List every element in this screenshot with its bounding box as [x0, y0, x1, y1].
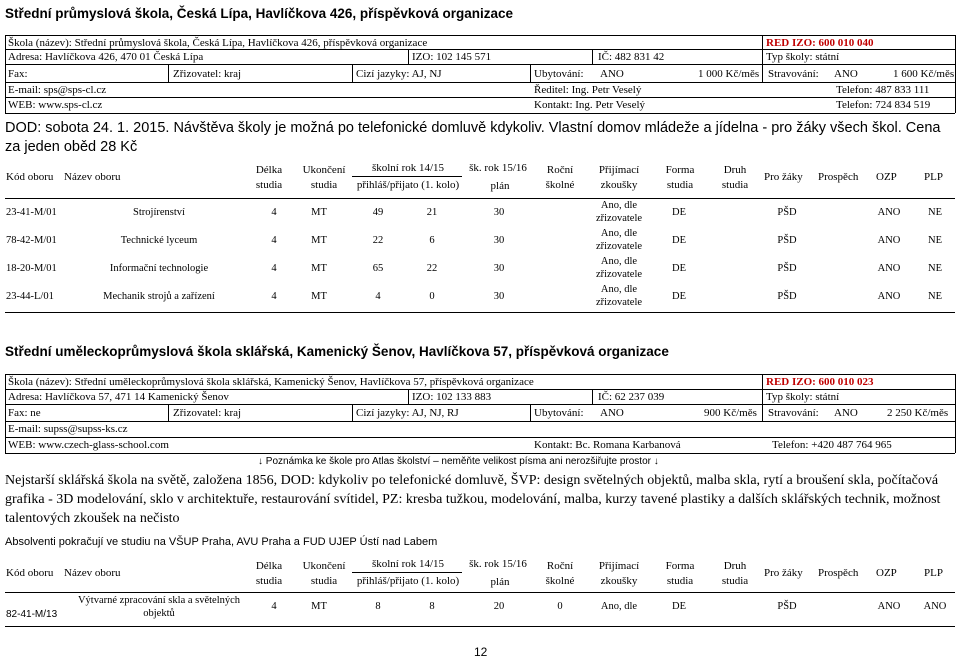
header2-end-1: Ukončení [302, 560, 346, 572]
program-accepted: 8 [429, 601, 435, 612]
program-exam-2: zřizovatele [595, 213, 643, 224]
school2-email: E-mail: supss@supss-ks.cz [8, 423, 128, 435]
program-exam-1: Ano, dle [600, 228, 638, 239]
program-ozp: ANO [877, 291, 901, 302]
school1-director: Ředitel: Ing. Petr Veselý [534, 84, 642, 96]
program-name: Informační technologie [109, 263, 209, 274]
school2-fax: Fax: ne [8, 407, 41, 419]
program-exam: Ano, dle [600, 601, 638, 612]
header-fee-2: školné [545, 179, 575, 191]
program-ozp: ANO [877, 263, 901, 274]
header-name: Název oboru [64, 171, 121, 183]
header2-exam-2: zkoušky [600, 575, 638, 587]
header-code: Kód oboru [6, 171, 54, 183]
header2-school-year: školní rok 14/15 [371, 558, 445, 570]
header-form-2: studia [666, 179, 694, 191]
program-code: 78-42-M/01 [6, 235, 57, 246]
header2-code: Kód oboru [6, 567, 54, 579]
program-plp: ANO [923, 601, 947, 612]
program-form: DE [672, 601, 686, 612]
school1-languages: Cizí jazyky: AJ, NJ [356, 68, 442, 80]
school1-web: WEB: www.sps-cl.cz [8, 99, 103, 111]
school1-lodging-price: 1 000 Kč/měs [698, 68, 760, 80]
school2-graduates: Absolventi pokračují ve studiu na VŠUP Praha, AVU Praha a FUD UJEP Ústí nad Labem [5, 536, 438, 548]
header-length-1: Délka [255, 164, 283, 176]
school1-address: Adresa: Havlíčkova 426, 470 01 Česká Lípa [8, 51, 204, 63]
school1-lodging-label: Ubytování: [534, 68, 584, 80]
header2-exam-1: Přijímací [598, 560, 640, 572]
header2-end-2: studia [310, 575, 338, 587]
school2-web: WEB: www.czech-glass-school.com [8, 439, 169, 451]
program-exam-2: zřizovatele [595, 269, 643, 280]
page-number: 12 [474, 645, 488, 659]
program-code: 18-20-M/01 [6, 263, 57, 274]
header-end-1: Ukončení [302, 164, 346, 176]
program-name: Technické lyceum [120, 235, 198, 246]
school2-heading: Střední uměleckoprůmyslová škola sklářská, Kamenický Šenov, Havlíčkova 57, příspěvková organizace [5, 344, 669, 359]
school1-boarding-price: 1 600 Kč/měs [893, 68, 955, 80]
header2-form-2: studia [666, 575, 694, 587]
program-name-1: Výtvarné zpracování skla a světelných [77, 595, 241, 606]
header-exam-1: Přijímací [598, 164, 640, 176]
school2-phone: Telefon: +420 487 764 965 [772, 439, 892, 451]
program-length: 4 [271, 291, 277, 302]
program-end: MT [311, 601, 327, 612]
header-kind-1: Druh [723, 164, 747, 176]
program-form: DE [672, 291, 686, 302]
program-exam-1: Ano, dle [600, 200, 638, 211]
header-kind-2: studia [721, 179, 749, 191]
school2-izo: IZO: 102 133 883 [412, 391, 492, 403]
program-for-whom: PŠD [777, 207, 797, 218]
program-end: MT [311, 207, 327, 218]
school2-note: ↓ Poznámka ke škole pro Atlas školství – neměňte velikost písma ani nerozšiřujte prostor ↓ [258, 456, 659, 467]
header2-kind-2: studia [721, 575, 749, 587]
program-exam-2: zřizovatele [595, 297, 643, 308]
school2-languages: Cizí jazyky: AJ, NJ, RJ [356, 407, 459, 419]
school2-boarding-price: 2 250 Kč/měs [887, 407, 949, 419]
program-for-whom: PŠD [777, 263, 797, 274]
school2-description: Nejstarší sklářská škola na světě, založena 1856, DOD: kdykoliv po telefonické domluvě, ŠVP: design světelných objektů, malba skla, rytí a broušení skla, počítačová grafika - 3D modelování, sklo v architektuře, restaurování svítidel, PZ: kresba tužkou, modelování, malba, kurzy tavené plastiky a dalších sklářských technik, možnost talentových zkoušek na nečisto [5, 473, 941, 526]
school2-name-line: Škola (název): Střední uměleckoprůmyslová škola sklářská, Kamenický Šenov, Havlíčkova 57, příspěvková organizace [8, 376, 534, 388]
school1-phone2: Telefon: 724 834 519 [836, 99, 931, 111]
header2-grades: Prospěch [818, 567, 859, 579]
school1-heading: Střední průmyslová škola, Česká Lípa, Havlíčkova 426, příspěvková organizace [5, 6, 513, 21]
program-apps: 22 [372, 235, 384, 246]
header2-length-1: Délka [255, 560, 283, 572]
program-name: Strojírenství [133, 207, 185, 218]
program-for-whom: PŠD [777, 601, 797, 612]
school2-lodging-label: Ubytování: [534, 407, 584, 419]
school1-fax: Fax: [8, 68, 28, 80]
program-form: DE [672, 263, 686, 274]
header2-ozp: OZP [876, 567, 897, 579]
header2-form-1: Forma [665, 560, 695, 572]
header-sk-year: šk. rok 15/16 [469, 162, 527, 174]
school1-founder: Zřizovatel: kraj [173, 68, 242, 80]
header-end-2: studia [310, 179, 338, 191]
school2-boarding-value: ANO [834, 407, 858, 419]
school1-email: E-mail: sps@sps-cl.cz [8, 84, 107, 96]
program-length: 4 [271, 263, 277, 274]
program-ozp: ANO [877, 235, 901, 246]
program-exam-1: Ano, dle [600, 284, 638, 295]
school1-boarding-label: Stravování: [768, 68, 819, 80]
program-name: Mechanik strojů a zařízení [103, 291, 215, 302]
program-plp: NE [928, 291, 942, 302]
header-fee-1: Roční [546, 164, 574, 176]
program-end: MT [311, 291, 327, 302]
program-accepted: 22 [426, 263, 438, 274]
header-length-2: studia [255, 179, 283, 191]
program-plan: 30 [493, 207, 505, 218]
program-apps: 8 [375, 601, 381, 612]
school1-name-line: Škola (název): Střední průmyslová škola, Česká Lípa, Havlíčkova 426, příspěvková organizace [8, 37, 428, 49]
program-exam-1: Ano, dle [600, 256, 638, 267]
school2-red-izo: RED IZO: 600 010 023 [766, 376, 874, 388]
program-plan: 30 [493, 263, 505, 274]
program-end: MT [311, 235, 327, 246]
header2-sk-year: šk. rok 15/16 [469, 558, 527, 570]
school2-contact: Kontakt: Bc. Romana Karbanová [534, 439, 681, 451]
school2-lodging-value: ANO [600, 407, 624, 419]
header2-plan: plán [490, 576, 510, 588]
school2-founder: Zřizovatel: kraj [173, 407, 242, 419]
program-fee: 0 [557, 601, 563, 612]
program-accepted: 21 [426, 207, 438, 218]
program-code: 82-41-M/13 [6, 609, 58, 620]
school1-ic: IČ: 482 831 42 [598, 51, 665, 63]
header-school-year: školní rok 14/15 [371, 162, 445, 174]
school2-lodging-price: 900 Kč/měs [704, 407, 757, 419]
school1-boarding-value: ANO [834, 68, 858, 80]
school1-izo: IZO: 102 145 571 [412, 51, 492, 63]
program-form: DE [672, 235, 686, 246]
program-for-whom: PŠD [777, 235, 797, 246]
school2-type: Typ školy: státní [766, 391, 840, 403]
school2-boarding-label: Stravování: [768, 407, 819, 419]
program-length: 4 [271, 207, 277, 218]
program-plan: 30 [493, 235, 505, 246]
program-accepted: 0 [429, 291, 435, 302]
school2-address: Adresa: Havlíčkova 57, 471 14 Kamenický Šenov [8, 391, 229, 403]
header-plp: PLP [924, 171, 943, 183]
header2-fee-1: Roční [546, 560, 574, 572]
program-plan: 30 [493, 291, 505, 302]
program-apps: 49 [372, 207, 384, 218]
school1-lodging-value: ANO [600, 68, 624, 80]
header-for-whom: Pro žáky [764, 171, 803, 183]
program-length: 4 [271, 601, 277, 612]
program-ozp: ANO [877, 601, 901, 612]
school1-phone1: Telefon: 487 833 111 [836, 84, 930, 96]
program-apps: 65 [372, 263, 384, 274]
program-plp: NE [928, 235, 942, 246]
program-apps: 4 [375, 291, 381, 302]
school1-type: Typ školy: státní [766, 51, 840, 63]
school2-ic: IČ: 62 237 039 [598, 391, 665, 403]
header-apps-accepted: přihláš/přijato (1. kolo) [356, 179, 460, 191]
header2-for-whom: Pro žáky [764, 567, 803, 579]
program-form: DE [672, 207, 686, 218]
program-code: 23-41-M/01 [6, 207, 57, 218]
header2-fee-2: školné [545, 575, 575, 587]
program-accepted: 6 [429, 235, 435, 246]
header2-plp: PLP [924, 567, 943, 579]
program-end: MT [311, 263, 327, 274]
program-length: 4 [271, 235, 277, 246]
program-plp: NE [928, 207, 942, 218]
program-plan: 20 [493, 601, 505, 612]
header-form-1: Forma [665, 164, 695, 176]
header2-length-2: studia [255, 575, 283, 587]
program-name-2: objektů [143, 608, 175, 619]
header-grades: Prospěch [818, 171, 859, 183]
program-for-whom: PŠD [777, 291, 797, 302]
header-ozp: OZP [876, 171, 897, 183]
school1-description: DOD: sobota 24. 1. 2015. Návštěva školy je možná po telefonické domluvě kdykoliv. Vlastní domov mládeže a jídelna - pro žáky všech škol. Cena za jeden oběd 28 Kč [5, 120, 941, 155]
school1-red-izo: RED IZO: 600 010 040 [766, 37, 874, 49]
header-plan: plán [490, 180, 510, 192]
program-plp: NE [928, 263, 942, 274]
header-exam-2: zkoušky [600, 179, 638, 191]
header2-name: Název oboru [64, 567, 121, 579]
program-code: 23-44-L/01 [6, 291, 54, 302]
program-ozp: ANO [877, 207, 901, 218]
program-exam-2: zřizovatele [595, 241, 643, 252]
school1-contact: Kontakt: Ing. Petr Veselý [534, 99, 646, 111]
header2-apps-accepted: přihláš/přijato (1. kolo) [356, 575, 460, 587]
header2-kind-1: Druh [723, 560, 747, 572]
